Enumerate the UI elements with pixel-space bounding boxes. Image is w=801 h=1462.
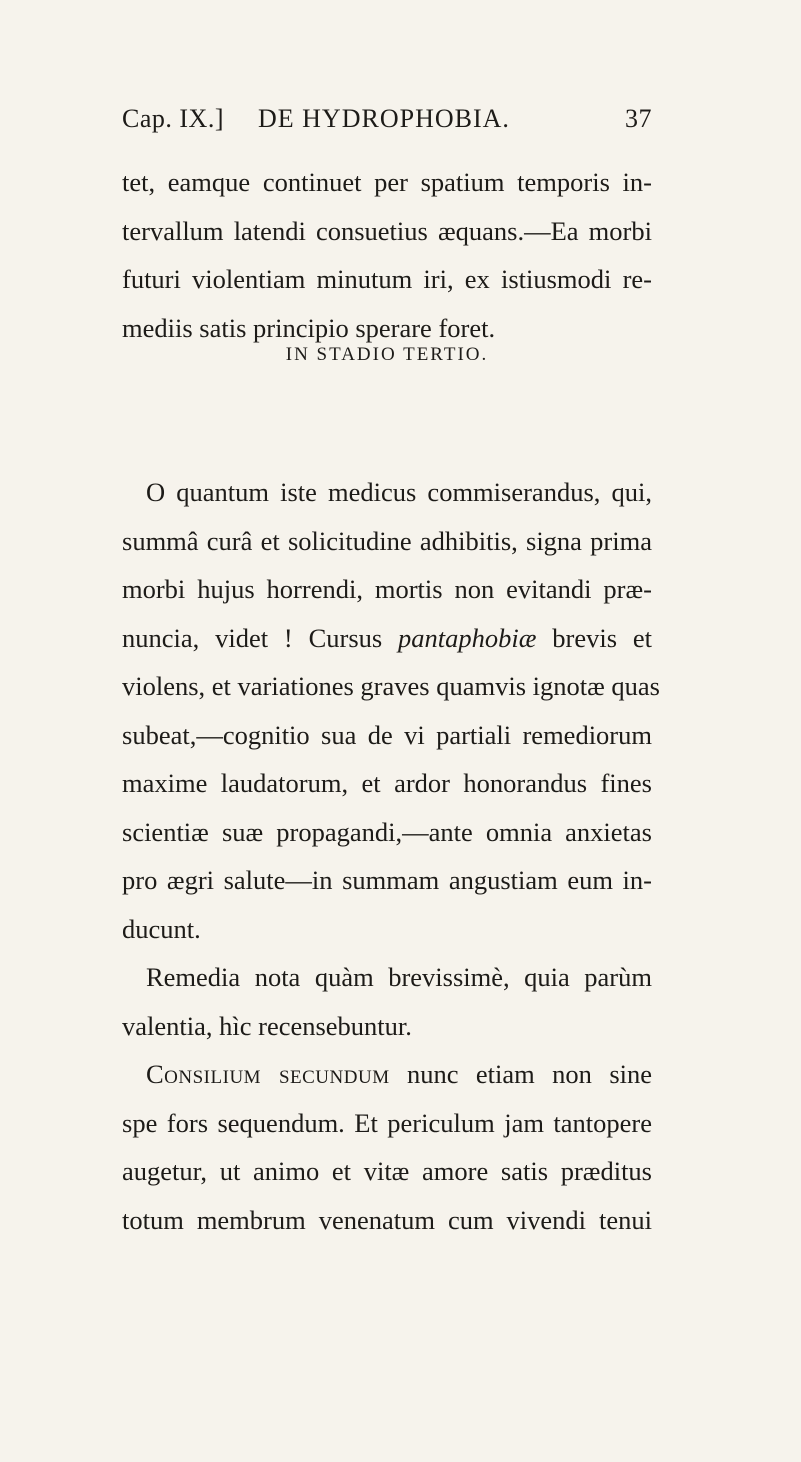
text-line: ducunt.: [122, 913, 201, 944]
italic-term: pantaphobiæ: [398, 622, 537, 653]
text-segment: nuncia, videt ! Cursus: [122, 622, 383, 653]
running-head: [122, 104, 652, 144]
chapter-label: Cap. IX.]: [122, 104, 224, 133]
page-number: 37: [625, 104, 652, 133]
section-heading: IN STADIO TERTIO.: [285, 344, 489, 365]
text-line: morbi hujus horrendi, mortis non evitandi præ-: [122, 574, 652, 604]
text-line: subeat,—cognitio sua de vi partiali remediorum: [122, 719, 652, 750]
text-line: totum membrum venenatum cum vivendi tenui: [122, 1204, 652, 1235]
text-line-with-smallcaps: [122, 1050, 652, 1099]
paragraph-2: [122, 468, 660, 1050]
text-line: valentia, hìc recensebuntur.: [122, 1010, 412, 1041]
text-line: spe fors sequendum. Et periculum jam tantopere: [122, 1107, 652, 1138]
paragraph-1: [122, 158, 652, 352]
text-line: tet, eamque continuet per spatium temporis in-: [122, 167, 652, 197]
text-line: pro ægri salute—in summam angustiam eum in-: [122, 865, 652, 895]
text-line: mediis satis principio sperare foret.: [122, 312, 496, 343]
text-line: violens, et variationes graves quamvis ignotæ quas: [122, 671, 660, 701]
paragraph-4: [122, 1050, 652, 1244]
text-line: augetur, ut animo et vitæ amore satis præditus: [122, 1156, 652, 1186]
text-line: maxime laudatorum, et ardor honorandus fines: [122, 768, 652, 798]
text-line-with-italic: [122, 614, 652, 663]
text-segment: nunc etiam non sine: [407, 1059, 653, 1089]
text-line: futuri violentiam minutum iri, ex istiusmodi re-: [122, 264, 652, 294]
smallcaps-lead: Consilium secundum: [146, 1059, 390, 1089]
text-line: summâ curâ et solicitudine adhibitis, signa prima: [122, 525, 652, 556]
text-line: Remedia nota quàm brevissimè, quia parùm: [146, 962, 652, 992]
text-line: tervallum latendi consuetius æquans.—Ea morbi: [122, 215, 652, 246]
text-line: scientiæ suæ propagandi,—ante omnia anxietas: [122, 816, 652, 847]
text-line: O quantum iste medicus commiserandus, qui,: [146, 477, 652, 507]
text-segment: brevis et: [552, 622, 653, 653]
running-title: DE HYDROPHOBIA.: [258, 104, 510, 133]
